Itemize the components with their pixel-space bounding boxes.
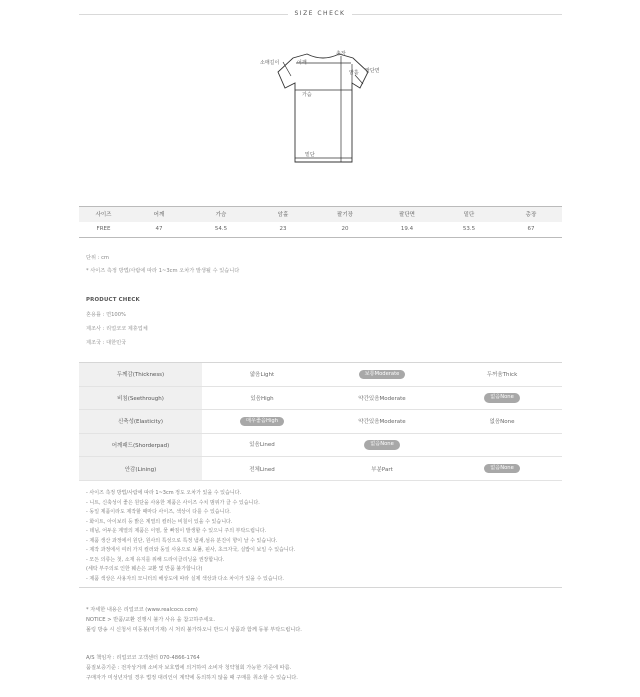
note-line: - 데님, 어두운 계열의 제품은 이염, 물 빠짐이 발생할 수 있으니 주의 부탁드립니다. — [86, 528, 267, 534]
note-line: - 제품 생산 과정에서 원단, 원사의 특성으로 특정 냄새,섬유 분진이 향이 날 수 있습니다. — [86, 537, 278, 544]
notice-line-1: NOTICE > 반품/교환 진행시 불가 사유 을 참고하주세요. — [86, 617, 216, 623]
label-hem: 밑단 — [305, 152, 315, 158]
label-shoulder: 어깨 — [297, 60, 307, 66]
notice-line-2: 폴링 방송 시 신청서 미동봉(미기재) 시 처리 불가하오니 반드시 상품과 함께 동봉 부탁드립니다. — [86, 627, 302, 633]
size-table-cell: 19.4 — [376, 222, 438, 238]
label-chest: 가슴 — [302, 92, 312, 98]
fabric-option — [202, 386, 322, 410]
label-sleeve-opening: 팔단면 — [365, 68, 380, 74]
page-title: SIZE CHECK — [294, 10, 346, 17]
table-row — [79, 222, 562, 238]
header-divider-right — [352, 14, 562, 15]
tolerance-note: * 사이즈 측정 방법/사람에 따라 1~3cm 오차가 발생될 수 있습니다 — [86, 268, 240, 274]
size-table-header — [79, 207, 562, 222]
size-table-cell: 54.5 — [190, 222, 252, 238]
fabric-option — [322, 410, 442, 434]
table-row — [79, 386, 562, 410]
note-line: - 사이즈 측정 방법/사람에 따라 1~3cm 정도 오차가 있을 수 있습니다. — [86, 490, 242, 496]
fabric-option-label: 없음None — [489, 419, 515, 426]
fabric-option-label: 있음Lined — [249, 442, 275, 449]
fabric-option-selected: 매우좋음High — [240, 417, 284, 427]
fabric-option — [442, 363, 562, 387]
guarantee-line-2: 구매자가 미성년자일 경우 법정 대리인이 계약에 동의하지 않을 때 구매를 취소할 수 있습니다. — [86, 675, 298, 681]
note-line: (세탁 부주의로 인한 훼손은 교환 및 반품 불가합니다) — [86, 566, 203, 572]
note-line: - 동일 제품이라도 제작할 때마다 사이즈, 색상이 다를 수 있습니다. — [86, 509, 231, 515]
origin-info: 제조국 : 대한민국 — [86, 340, 127, 346]
fabric-option-selected: 없음None — [484, 393, 520, 403]
detail-info: * 자세한 내용은 리얼코코 (www.realcoco.com) — [86, 607, 198, 613]
fabric-option — [202, 363, 322, 387]
as-contact: A/S 책임자 : 리얼코코 고객센터 070-4866-1764 — [86, 655, 200, 661]
size-table-header-cell: 사이즈 — [79, 207, 128, 222]
product-check-title: PRODUCT CHECK — [86, 297, 140, 303]
note-line: - 화이트, 아이보리 등 밝은 계열의 컬러는 비칠이 있을 수 있습니다. — [86, 518, 233, 525]
fabric-option-label: 두꺼움Thick — [486, 372, 518, 379]
size-table-cell: 53.5 — [438, 222, 500, 238]
manufacturer-info: 제조사 : 리얼코코 제휴업체 — [86, 326, 148, 332]
fabric-option — [322, 363, 442, 387]
size-table-cell: 47 — [128, 222, 190, 238]
note-line: - 제작 과정에서 여러 가지 컬러와 동일 사용으로 보풀, 핀사, 초크자국, 실밥이 보일 수 있습니다. — [86, 547, 296, 553]
size-table-cell: FREE — [79, 222, 128, 238]
fabric-option-selected: 없음None — [364, 440, 400, 450]
label-total-length: 총장 — [336, 51, 346, 57]
size-table-header-cell: 팔기장 — [314, 207, 376, 222]
note-line: - 니트, 신축성이 좋은 원단을 사용한 제품은 사이즈 수치 범위가 클 수 있습니다. — [86, 499, 260, 506]
size-table-cell: 23 — [252, 222, 314, 238]
fabric-option-label: 얇음Light — [249, 372, 275, 379]
label-sleeve-length: 소매길이 — [260, 60, 280, 66]
fabric-option-label: 약간있음Moderate — [358, 395, 406, 402]
fabric-option-selected: 없음None — [484, 464, 520, 474]
fabric-option — [202, 457, 322, 481]
fabric-option-label: 약간있음Moderate — [358, 419, 406, 426]
fabric-option-label: 있음High — [250, 395, 274, 402]
care-notes — [79, 487, 562, 588]
table-row — [79, 363, 562, 387]
label-armhole: 암홀 — [349, 70, 359, 76]
material-info: 혼용률 : 면100% — [86, 312, 126, 318]
fabric-row-label: 비침(Seethrough) — [79, 386, 202, 410]
size-diagram — [255, 48, 390, 173]
fabric-option-label: 부분Part — [371, 466, 393, 473]
fabric-option — [202, 440, 322, 450]
size-table-header-cell: 암홀 — [252, 207, 314, 222]
table-row — [79, 433, 562, 457]
fabric-option — [442, 457, 562, 481]
size-table-cell: 67 — [500, 222, 562, 238]
fabric-row-label: 안감(Lining) — [79, 457, 202, 481]
fabric-option — [202, 410, 322, 434]
fabric-option — [442, 386, 562, 410]
fabric-option — [322, 457, 442, 481]
size-table-cell: 20 — [314, 222, 376, 238]
note-line: - 모든 의류는 첫, 소재 유지를 위해 드라이클리닝을 권장합니다. — [86, 556, 225, 563]
size-table — [79, 206, 562, 238]
fabric-row-label: 어깨패드(Shorderpad) — [79, 433, 202, 457]
table-row — [79, 410, 562, 434]
size-table-header-cell: 총장 — [500, 207, 562, 222]
fabric-option — [442, 410, 562, 434]
table-row — [79, 457, 562, 481]
fabric-option — [322, 386, 442, 410]
fabric-table — [79, 362, 562, 481]
note-line: - 제품 색상은 사용자의 모니터의 해상도에 따라 실제 색상과 다소 차이가 있을 수 있습니다. — [86, 575, 284, 582]
size-table-header-cell: 가슴 — [190, 207, 252, 222]
fabric-row-label: 두께감(Thickness) — [79, 363, 202, 387]
size-table-header-cell: 어깨 — [128, 207, 190, 222]
fabric-option-selected: 보통Moderate — [359, 370, 406, 380]
size-table-header-cell: 밑단 — [438, 207, 500, 222]
tshirt-illustration — [255, 48, 390, 173]
fabric-option-label: 전체Lined — [249, 466, 275, 473]
fabric-option-group — [202, 433, 562, 457]
guarantee-line-1: 품질보증기준 : 전자상거래 소비자 보호법에 의거하여 소비자 청약철회 가능한 기준에 따름. — [86, 665, 292, 671]
size-table-header-cell: 팔단면 — [376, 207, 438, 222]
fabric-option — [322, 440, 442, 450]
fabric-row-label: 신축성(Elasticity) — [79, 410, 202, 434]
unit-note: 단위 : cm — [86, 255, 109, 261]
